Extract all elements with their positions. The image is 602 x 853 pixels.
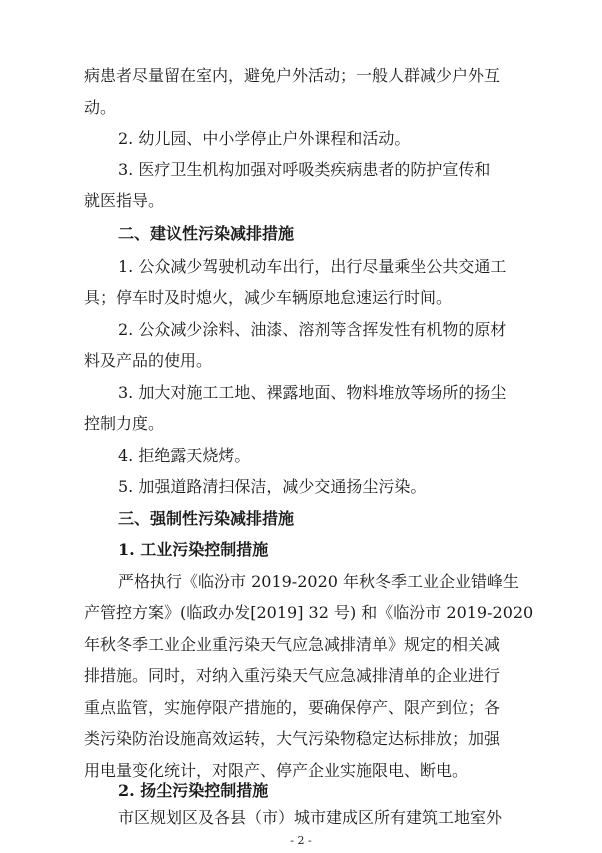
body-line: 动。: [84, 98, 117, 117]
page-number: - 2 -: [290, 834, 312, 847]
subsection-heading: 1. 工业污染控制措施: [118, 540, 269, 559]
list-item: 3. 医疗卫生机构加强对呼吸类疾病患者的防护宣传和: [118, 160, 491, 179]
body-line: 控制力度。: [84, 414, 165, 433]
paragraph-line: 类污染防治设施高效运转，大气污染物稳定达标排放；加强: [84, 729, 501, 748]
paragraph-line: 严格执行《临汾市 2019-2020 年秋冬季工业企业错峰生: [118, 572, 520, 591]
list-item: 3. 加大对施工工地、裸露地面、物料堆放等场所的扬尘: [118, 383, 507, 402]
list-item: 4. 拒绝露天烧烤。: [118, 446, 251, 465]
paragraph-line: 排措施。同时，对纳入重污染天气应急减排清单的企业进行: [84, 666, 501, 685]
body-line: 料及产品的使用。: [84, 351, 213, 370]
subsection-heading: 2. 扬尘污染控制措施: [118, 781, 269, 800]
body-line: 具；停车时及时熄火，减少车辆原地怠速运行时间。: [84, 288, 453, 307]
paragraph-line: 用电量变化统计，对限产、停产企业实施限电、断电。: [84, 761, 469, 780]
body-line: 就医指导。: [84, 191, 165, 210]
body-line: 病患者尽量留在室内，避免户外活动；一般人群减少户外互: [84, 66, 501, 85]
paragraph-line: 重点监管，实施停限产措施的，要确保停产、限产到位；各: [84, 698, 501, 717]
paragraph-line: 产管控方案》(临政办发[2019] 32 号) 和《临汾市 2019-2020: [84, 603, 534, 622]
section-heading: 二、建议性污染减排措施: [118, 224, 295, 243]
paragraph-line: 年秋冬季工业企业重污染天气应急减排清单》规定的相关减: [84, 635, 501, 654]
paragraph-line: 市区规划区及各县（市）城市建成区所有建筑工地室外: [118, 808, 503, 827]
list-item: 1. 公众减少驾驶机动车出行，出行尽量乘坐公共交通工: [118, 257, 507, 276]
list-item: 2. 公众减少涂料、油漆、溶剂等含挥发性有机物的原材: [118, 320, 507, 339]
list-item: 2. 幼儿园、中小学停止户外课程和活动。: [118, 129, 411, 148]
list-item: 5. 加强道路清扫保洁，减少交通扬尘污染。: [118, 477, 427, 496]
section-heading: 三、强制性污染减排措施: [118, 509, 295, 528]
